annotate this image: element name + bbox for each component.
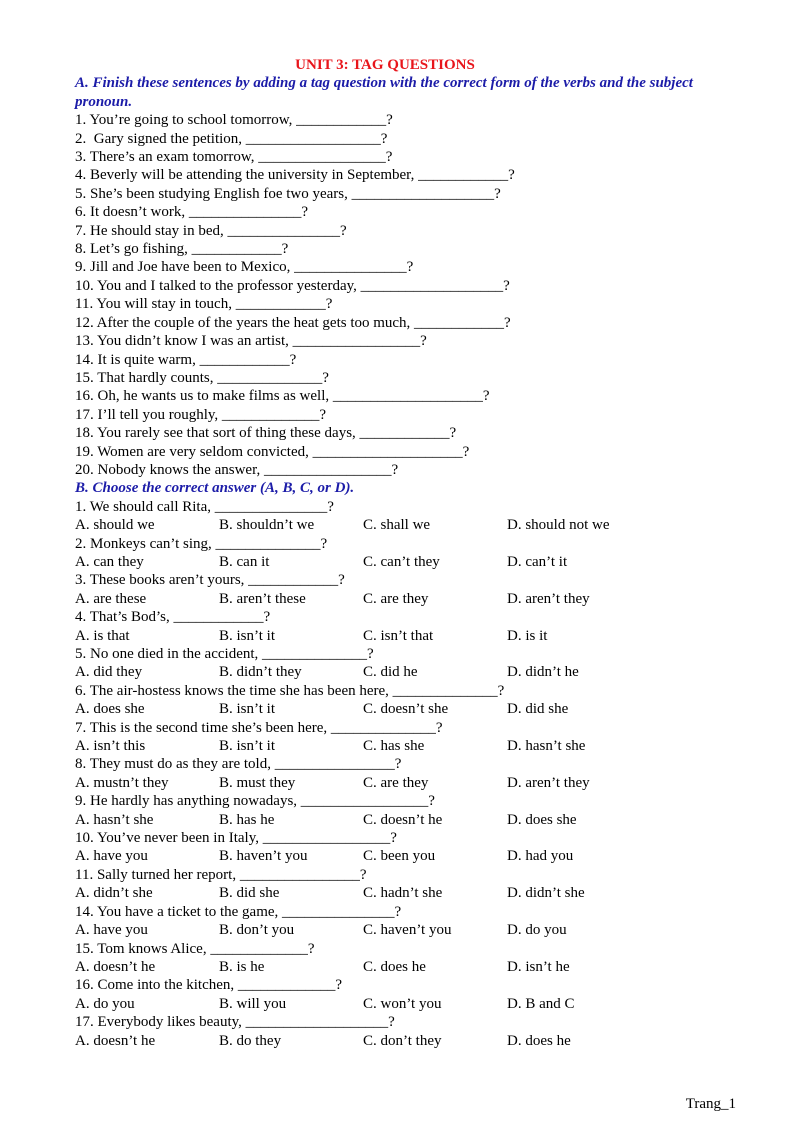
answer-options (75, 590, 725, 608)
exercise-item: 12. After the couple of the years the heat gets too much, ____________? (75, 314, 511, 331)
section-b-list (75, 498, 725, 1050)
answer-option: A. isn’t this (75, 738, 146, 755)
question-text: 7. This is the second time she’s been here, ______________? (75, 719, 443, 736)
answer-options (75, 884, 725, 902)
answer-option: B. has he (219, 811, 275, 828)
exercise-item: 16. Oh, he wants us to make films as well, ____________________? (75, 388, 490, 405)
answer-option: D. does he (507, 1032, 571, 1049)
exercise-item: 1. You’re going to school tomorrow, ____________? (75, 112, 393, 129)
exercise-item: 15. That hardly counts, ______________? (75, 369, 329, 386)
answer-option: A. mustn’t they (75, 774, 169, 791)
question-text: 11. Sally turned her report, ________________? (75, 866, 367, 883)
section-b-heading: B. Choose the correct answer (A, B, C, or D). (75, 480, 355, 497)
answer-option: A. have you (75, 922, 148, 939)
answer-option: B. do they (219, 1032, 282, 1049)
answer-option: D. isn’t he (507, 958, 570, 975)
answer-options (75, 700, 725, 718)
answer-option: A. does she (75, 701, 145, 718)
question-text: 8. They must do as they are told, ________________? (75, 756, 402, 773)
section-a-heading (75, 74, 725, 111)
answer-option: D. B and C (507, 995, 575, 1012)
answer-option: D. is it (507, 627, 548, 644)
answer-option: B. aren’t these (219, 590, 306, 607)
answer-option: C. haven’t you (363, 922, 452, 939)
answer-options (75, 847, 725, 865)
answer-option: C. hadn’t she (363, 885, 443, 902)
answer-option: A. didn’t she (75, 885, 153, 902)
question-text: 6. The air-hostess knows the time she has been here, ______________? (75, 682, 505, 699)
answer-option: C. shall we (363, 517, 431, 534)
answer-option: A. have you (75, 848, 148, 865)
exercise-item: 2. Gary signed the petition, __________________? (75, 130, 388, 147)
answer-option: A. can they (75, 553, 144, 570)
answer-options (75, 737, 725, 755)
answer-option: C. has she (363, 738, 425, 755)
question-text: 3. These books aren’t yours, ____________? (75, 572, 345, 589)
answer-option: B. must they (219, 774, 296, 791)
exercise-item: 3. There’s an exam tomorrow, _________________? (75, 149, 393, 166)
answer-options (75, 921, 725, 939)
answer-option: A. hasn’t she (75, 811, 154, 828)
answer-option: D. aren’t they (507, 590, 590, 607)
question-text: 9. He hardly has anything nowadays, _________________? (75, 793, 435, 810)
answer-option: C. are they (363, 590, 429, 607)
answer-option: A. doesn’t he (75, 958, 156, 975)
exercise-item: 11. You will stay in touch, ____________? (75, 296, 333, 313)
answer-option: B. will you (219, 995, 287, 1012)
exercise-item: 5. She’s been studying English foe two years, ___________________? (75, 185, 501, 202)
answer-option: D. did she (507, 701, 569, 718)
answer-option: B. didn’t they (219, 664, 302, 681)
answer-option: C. won’t you (363, 995, 442, 1012)
answer-options (75, 774, 725, 792)
exercise-item: 6. It doesn’t work, _______________? (75, 204, 309, 221)
answer-option: D. can’t it (507, 553, 568, 570)
answer-option: B. did she (219, 885, 280, 902)
answer-options (75, 995, 725, 1013)
answer-option: A. doesn’t he (75, 1032, 156, 1049)
answer-options (75, 1032, 725, 1050)
answer-options (75, 627, 725, 645)
answer-options (75, 811, 725, 829)
answer-option: D. do you (507, 922, 567, 939)
exercise-item: 9. Jill and Joe have been to Mexico, _______________? (75, 259, 414, 276)
question-text: 1. We should call Rita, _______________? (75, 498, 334, 515)
answer-option: C. doesn’t she (363, 701, 449, 718)
answer-option: C. don’t they (363, 1032, 442, 1049)
answer-option: C. can’t they (363, 553, 440, 570)
answer-option: C. doesn’t he (363, 811, 443, 828)
answer-option: B. isn’t it (219, 738, 275, 755)
exercise-item: 20. Nobody knows the answer, _________________? (75, 461, 399, 478)
exercise-item: 17. I’ll tell you roughly, _____________? (75, 406, 327, 423)
answer-option: B. can it (219, 553, 270, 570)
answer-option: A. should we (75, 517, 155, 534)
answer-option: C. did he (363, 664, 418, 681)
answer-option: D. should not we (507, 517, 610, 534)
question-text: 14. You have a ticket to the game, _______________? (75, 903, 402, 920)
question-text: 16. Come into the kitchen, _____________? (75, 977, 343, 994)
section-a-heading-line1: A. Finish these sentences by adding a tag question with the correct form of the verbs and the subject (75, 75, 693, 92)
answer-option: D. didn’t he (507, 664, 579, 681)
exercise-item: 18. You rarely see that sort of thing these days, ____________? (75, 425, 457, 442)
answer-option: B. shouldn’t we (219, 517, 315, 534)
answer-options (75, 663, 725, 681)
answer-option: D. aren’t they (507, 774, 590, 791)
question-text: 2. Monkeys can’t sing, ______________? (75, 535, 328, 552)
answer-option: C. are they (363, 774, 429, 791)
exercise-item: 19. Women are very seldom convicted, ____________________? (75, 443, 470, 460)
answer-option: A. do you (75, 995, 135, 1012)
answer-option: B. haven’t you (219, 848, 308, 865)
answer-option: A. are these (75, 590, 147, 607)
answer-option: A. is that (75, 627, 130, 644)
answer-option: C. isn’t that (363, 627, 434, 644)
answer-option: B. don’t you (219, 922, 295, 939)
answer-option: C. does he (363, 958, 426, 975)
question-text: 10. You’ve never been in Italy, _________________? (75, 830, 397, 847)
page-footer: Trang_1 (685, 1096, 736, 1112)
answer-option: D. had you (507, 848, 574, 865)
answer-option: D. didn’t she (507, 885, 585, 902)
exercise-item: 10. You and I talked to the professor yesterday, ___________________? (75, 277, 510, 294)
answer-option: B. is he (219, 958, 265, 975)
question-text: 15. Tom knows Alice, _____________? (75, 940, 315, 957)
answer-option: B. isn’t it (219, 701, 275, 718)
answer-option: D. does she (507, 811, 577, 828)
exercise-item: 13. You didn’t know I was an artist, _________________? (75, 333, 427, 350)
question-text: 5. No one died in the accident, ______________? (75, 646, 374, 662)
answer-option: D. hasn’t she (507, 738, 586, 755)
worksheet (75, 56, 725, 1050)
question-text: 17. Everybody likes beauty, ___________________? (75, 1014, 395, 1031)
exercise-item: 8. Let’s go fishing, ____________? (75, 241, 289, 258)
exercise-item: 4. Beverly will be attending the university in September, ____________? (75, 167, 515, 184)
question-text: 4. That’s Bod’s, ____________? (75, 609, 271, 626)
page-title: UNIT 3: TAG QUESTIONS (295, 57, 475, 73)
answer-option: C. been you (363, 848, 436, 865)
section-a-heading-line2: pronoun. (75, 93, 133, 110)
section-a-list (75, 111, 725, 479)
answer-option: B. isn’t it (219, 627, 275, 644)
answer-options (75, 553, 725, 571)
answer-options (75, 958, 725, 976)
answer-options (75, 516, 725, 534)
exercise-item: 14. It is quite warm, ____________? (75, 351, 297, 368)
exercise-item: 7. He should stay in bed, _______________? (75, 222, 347, 239)
answer-option: A. did they (75, 664, 143, 681)
